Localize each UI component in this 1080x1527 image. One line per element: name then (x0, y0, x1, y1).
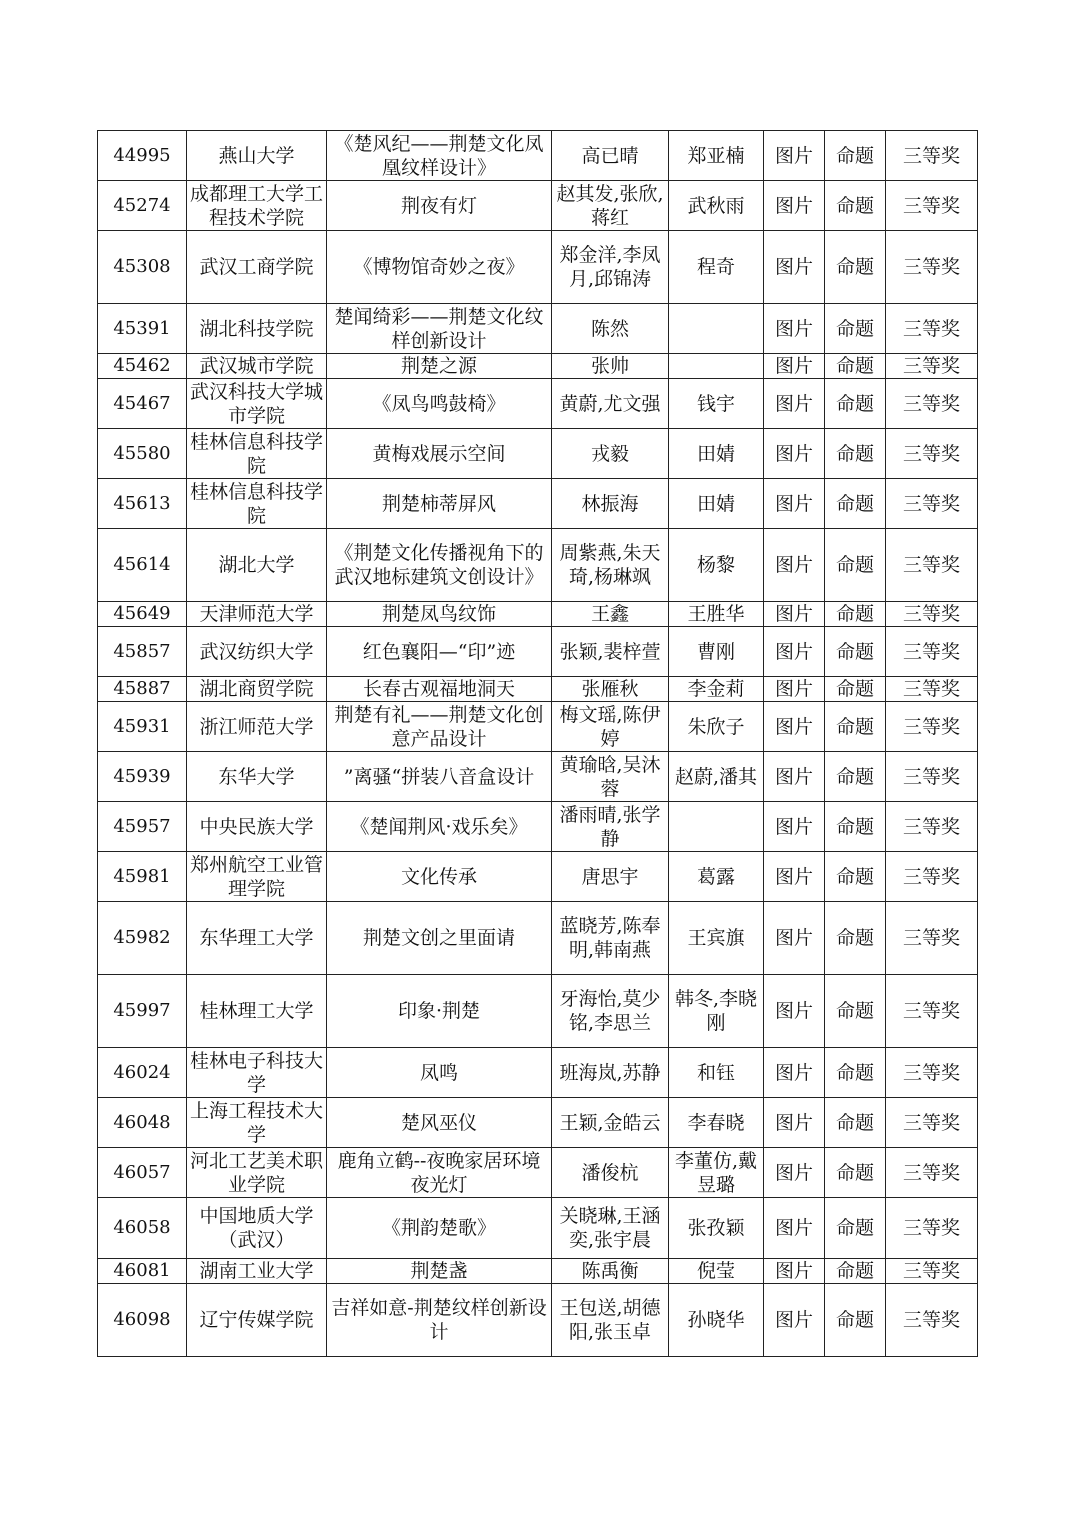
cell-work: 荆夜有灯 (327, 181, 552, 231)
cell-school: 桂林信息科技学院 (187, 479, 327, 529)
cell-work: 楚风巫仪 (327, 1098, 552, 1148)
cell-award: 三等奖 (886, 1198, 978, 1259)
cell-category: 命题 (825, 975, 886, 1048)
cell-authors: 周紫燕,朱天琦,杨琳飒 (552, 529, 669, 602)
cell-award: 三等奖 (886, 379, 978, 429)
cell-work: 《博物馆奇妙之夜》 (327, 231, 552, 304)
cell-work: 文化传承 (327, 852, 552, 902)
cell-type: 图片 (764, 975, 825, 1048)
cell-category: 命题 (825, 1284, 886, 1357)
table-row (98, 231, 978, 304)
cell-type: 图片 (764, 181, 825, 231)
cell-work: 荆楚有礼——荆楚文化创意产品设计 (327, 702, 552, 752)
cell-id: 45931 (98, 702, 187, 752)
cell-id: 45982 (98, 902, 187, 975)
cell-school: 中国地质大学（武汉） (187, 1198, 327, 1259)
table-row (98, 131, 978, 181)
cell-award: 三等奖 (886, 602, 978, 627)
cell-school: 湖北商贸学院 (187, 677, 327, 702)
cell-id: 45857 (98, 627, 187, 677)
cell-id: 45649 (98, 602, 187, 627)
cell-id: 45981 (98, 852, 187, 902)
cell-work: 印象·荆楚 (327, 975, 552, 1048)
cell-authors: 班海岚,苏静 (552, 1048, 669, 1098)
cell-advisor: 李董仿,戴昱璐 (669, 1148, 764, 1198)
cell-award: 三等奖 (886, 902, 978, 975)
cell-advisor: 郑亚楠 (669, 131, 764, 181)
cell-school: 湖北科技学院 (187, 304, 327, 354)
cell-work: 吉祥如意-荆楚纹样创新设计 (327, 1284, 552, 1357)
cell-category: 命题 (825, 752, 886, 802)
cell-id: 44995 (98, 131, 187, 181)
cell-advisor: 程奇 (669, 231, 764, 304)
table-row (98, 1098, 978, 1148)
cell-work: 荆楚文创之里面请 (327, 902, 552, 975)
cell-award: 三等奖 (886, 131, 978, 181)
cell-category: 命题 (825, 702, 886, 752)
cell-advisor: 倪莹 (669, 1259, 764, 1284)
cell-authors: 王包送,胡德阳,张玉卓 (552, 1284, 669, 1357)
cell-school: 东华大学 (187, 752, 327, 802)
cell-category: 命题 (825, 1098, 886, 1148)
cell-work: 荆楚柿蒂屏风 (327, 479, 552, 529)
cell-authors: 黄蔚,尤文强 (552, 379, 669, 429)
table-row (98, 479, 978, 529)
cell-authors: 牙海怡,莫少铭,李思兰 (552, 975, 669, 1048)
cell-advisor (669, 802, 764, 852)
cell-award: 三等奖 (886, 181, 978, 231)
cell-id: 46058 (98, 1198, 187, 1259)
table-row (98, 1259, 978, 1284)
cell-advisor: 王胜华 (669, 602, 764, 627)
cell-type: 图片 (764, 1259, 825, 1284)
cell-advisor: 武秋雨 (669, 181, 764, 231)
cell-advisor: 钱宇 (669, 379, 764, 429)
cell-school: 武汉工商学院 (187, 231, 327, 304)
cell-category: 命题 (825, 627, 886, 677)
cell-authors: 张雁秋 (552, 677, 669, 702)
cell-id: 45957 (98, 802, 187, 852)
cell-type: 图片 (764, 627, 825, 677)
table-row (98, 902, 978, 975)
cell-authors: 潘雨晴,张学静 (552, 802, 669, 852)
cell-id: 46098 (98, 1284, 187, 1357)
table-row (98, 802, 978, 852)
cell-type: 图片 (764, 677, 825, 702)
cell-award: 三等奖 (886, 702, 978, 752)
table-row (98, 975, 978, 1048)
cell-category: 命题 (825, 1259, 886, 1284)
cell-school: 天津师范大学 (187, 602, 327, 627)
table-row (98, 1284, 978, 1357)
cell-type: 图片 (764, 1284, 825, 1357)
cell-id: 45391 (98, 304, 187, 354)
cell-authors: 黄瑜晗,吴沐蓉 (552, 752, 669, 802)
cell-category: 命题 (825, 529, 886, 602)
cell-work: 凤鸣 (327, 1048, 552, 1098)
cell-authors: 陈然 (552, 304, 669, 354)
cell-award: 三等奖 (886, 479, 978, 529)
cell-work: 荆楚之源 (327, 354, 552, 379)
cell-award: 三等奖 (886, 1148, 978, 1198)
cell-category: 命题 (825, 1148, 886, 1198)
cell-award: 三等奖 (886, 231, 978, 304)
cell-work: 鹿角立鹤--夜晚家居环境夜光灯 (327, 1148, 552, 1198)
cell-award: 三等奖 (886, 429, 978, 479)
cell-category: 命题 (825, 852, 886, 902)
cell-id: 45614 (98, 529, 187, 602)
cell-advisor: 韩冬,李晓刚 (669, 975, 764, 1048)
award-rows (98, 131, 978, 1357)
cell-type: 图片 (764, 1148, 825, 1198)
table-row (98, 1148, 978, 1198)
cell-type: 图片 (764, 752, 825, 802)
cell-award: 三等奖 (886, 852, 978, 902)
cell-school: 桂林电子科技大学 (187, 1048, 327, 1098)
cell-authors: 蓝晓芳,陈奉明,韩南燕 (552, 902, 669, 975)
cell-school: 中央民族大学 (187, 802, 327, 852)
cell-award: 三等奖 (886, 752, 978, 802)
table-row (98, 602, 978, 627)
cell-type: 图片 (764, 902, 825, 975)
cell-school: 武汉城市学院 (187, 354, 327, 379)
cell-advisor: 田婧 (669, 479, 764, 529)
cell-work: 《荆楚文化传播视角下的武汉地标建筑文创设计》 (327, 529, 552, 602)
cell-id: 45939 (98, 752, 187, 802)
cell-advisor: 葛露 (669, 852, 764, 902)
cell-category: 命题 (825, 429, 886, 479)
cell-id: 45580 (98, 429, 187, 479)
cell-award: 三等奖 (886, 304, 978, 354)
cell-type: 图片 (764, 304, 825, 354)
cell-school: 湖南工业大学 (187, 1259, 327, 1284)
cell-school: 郑州航空工业管理学院 (187, 852, 327, 902)
table-row (98, 752, 978, 802)
cell-category: 命题 (825, 479, 886, 529)
cell-id: 46081 (98, 1259, 187, 1284)
cell-id: 45308 (98, 231, 187, 304)
cell-authors: 赵其发,张欣,蒋红 (552, 181, 669, 231)
table-row (98, 852, 978, 902)
cell-award: 三等奖 (886, 677, 978, 702)
table-row (98, 627, 978, 677)
cell-award: 三等奖 (886, 1048, 978, 1098)
table-row (98, 304, 978, 354)
cell-authors: 关晓琳,王涵奕,张宇晨 (552, 1198, 669, 1259)
cell-school: 浙江师范大学 (187, 702, 327, 752)
cell-authors: 梅文瑶,陈伊婷 (552, 702, 669, 752)
table-row (98, 529, 978, 602)
cell-school: 武汉科技大学城市学院 (187, 379, 327, 429)
cell-award: 三等奖 (886, 627, 978, 677)
cell-advisor: 朱欣子 (669, 702, 764, 752)
cell-type: 图片 (764, 852, 825, 902)
cell-award: 三等奖 (886, 354, 978, 379)
cell-type: 图片 (764, 802, 825, 852)
table-row (98, 1198, 978, 1259)
cell-award: 三等奖 (886, 802, 978, 852)
cell-advisor (669, 304, 764, 354)
cell-category: 命题 (825, 802, 886, 852)
cell-work: ”离骚“拼装八音盒设计 (327, 752, 552, 802)
cell-award: 三等奖 (886, 1284, 978, 1357)
cell-advisor: 田婧 (669, 429, 764, 479)
cell-work: 荆楚盏 (327, 1259, 552, 1284)
cell-type: 图片 (764, 529, 825, 602)
table-row (98, 702, 978, 752)
award-table (97, 130, 978, 1357)
cell-category: 命题 (825, 131, 886, 181)
cell-authors: 林振海 (552, 479, 669, 529)
cell-advisor: 李金莉 (669, 677, 764, 702)
cell-school: 河北工艺美术职业学院 (187, 1148, 327, 1198)
cell-type: 图片 (764, 702, 825, 752)
cell-type: 图片 (764, 429, 825, 479)
cell-type: 图片 (764, 602, 825, 627)
cell-type: 图片 (764, 1098, 825, 1148)
cell-id: 46024 (98, 1048, 187, 1098)
cell-category: 命题 (825, 1048, 886, 1098)
cell-advisor: 张孜颖 (669, 1198, 764, 1259)
cell-id: 45613 (98, 479, 187, 529)
cell-school: 成都理工大学工程技术学院 (187, 181, 327, 231)
table-row (98, 429, 978, 479)
cell-award: 三等奖 (886, 1098, 978, 1148)
cell-type: 图片 (764, 479, 825, 529)
cell-advisor: 和钰 (669, 1048, 764, 1098)
cell-category: 命题 (825, 231, 886, 304)
cell-id: 46048 (98, 1098, 187, 1148)
cell-school: 辽宁传媒学院 (187, 1284, 327, 1357)
table-row (98, 1048, 978, 1098)
cell-work: 《楚闻荆风·戏乐矣》 (327, 802, 552, 852)
cell-school: 东华理工大学 (187, 902, 327, 975)
cell-authors: 高已晴 (552, 131, 669, 181)
cell-authors: 潘俊杭 (552, 1148, 669, 1198)
cell-work: 《荆韵楚歌》 (327, 1198, 552, 1259)
cell-type: 图片 (764, 1048, 825, 1098)
cell-id: 45887 (98, 677, 187, 702)
cell-work: 黄梅戏展示空间 (327, 429, 552, 479)
cell-type: 图片 (764, 1198, 825, 1259)
cell-category: 命题 (825, 677, 886, 702)
cell-work: 《凤鸟鸣鼓椅》 (327, 379, 552, 429)
cell-authors: 郑金洋,李凤月,邱锦涛 (552, 231, 669, 304)
cell-advisor: 杨黎 (669, 529, 764, 602)
cell-advisor: 孙晓华 (669, 1284, 764, 1357)
cell-category: 命题 (825, 602, 886, 627)
cell-advisor (669, 354, 764, 379)
cell-school: 武汉纺织大学 (187, 627, 327, 677)
cell-advisor: 曹刚 (669, 627, 764, 677)
cell-authors: 戎毅 (552, 429, 669, 479)
table-row (98, 354, 978, 379)
cell-id: 45467 (98, 379, 187, 429)
cell-advisor: 赵蔚,潘其 (669, 752, 764, 802)
cell-advisor: 王宾旗 (669, 902, 764, 975)
cell-id: 45997 (98, 975, 187, 1048)
cell-work: 楚闻绮彩——荆楚文化纹样创新设计 (327, 304, 552, 354)
cell-advisor: 李春晓 (669, 1098, 764, 1148)
cell-work: 长春古观福地洞天 (327, 677, 552, 702)
table-row (98, 379, 978, 429)
cell-type: 图片 (764, 131, 825, 181)
cell-type: 图片 (764, 231, 825, 304)
table-row (98, 181, 978, 231)
cell-award: 三等奖 (886, 529, 978, 602)
cell-authors: 王颖,金皓云 (552, 1098, 669, 1148)
cell-work: 《楚风纪——荆楚文化凤凰纹样设计》 (327, 131, 552, 181)
cell-category: 命题 (825, 181, 886, 231)
cell-authors: 陈禹衡 (552, 1259, 669, 1284)
cell-award: 三等奖 (886, 975, 978, 1048)
cell-work: 红色襄阳—“印”迹 (327, 627, 552, 677)
cell-award: 三等奖 (886, 1259, 978, 1284)
cell-id: 45462 (98, 354, 187, 379)
cell-school: 桂林信息科技学院 (187, 429, 327, 479)
cell-school: 燕山大学 (187, 131, 327, 181)
table-row (98, 677, 978, 702)
cell-category: 命题 (825, 1198, 886, 1259)
cell-authors: 唐思宇 (552, 852, 669, 902)
cell-school: 桂林理工大学 (187, 975, 327, 1048)
cell-school: 上海工程技术大学 (187, 1098, 327, 1148)
cell-category: 命题 (825, 379, 886, 429)
cell-authors: 张颖,裴梓萱 (552, 627, 669, 677)
cell-authors: 王鑫 (552, 602, 669, 627)
cell-work: 荆楚凤鸟纹饰 (327, 602, 552, 627)
cell-category: 命题 (825, 902, 886, 975)
cell-type: 图片 (764, 354, 825, 379)
cell-type: 图片 (764, 379, 825, 429)
cell-id: 46057 (98, 1148, 187, 1198)
cell-id: 45274 (98, 181, 187, 231)
cell-category: 命题 (825, 304, 886, 354)
cell-category: 命题 (825, 354, 886, 379)
cell-school: 湖北大学 (187, 529, 327, 602)
cell-authors: 张帅 (552, 354, 669, 379)
